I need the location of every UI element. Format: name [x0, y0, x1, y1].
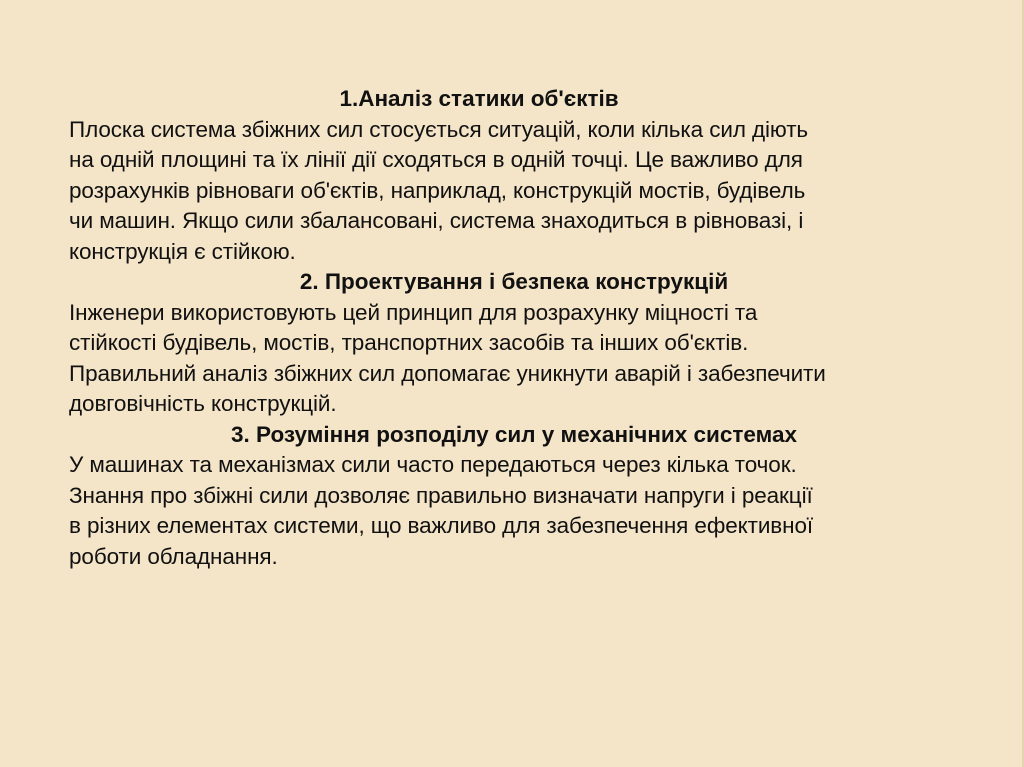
- paragraph-line: конструкція є стійкою.: [69, 238, 296, 264]
- paragraph-line: розрахунків рівноваги об'єктів, наприклад, конструкцій мостів, будівель: [69, 177, 806, 203]
- paragraph-line: довговічність конструкцій.: [69, 391, 337, 416]
- section-statics-analysis: [69, 84, 959, 267]
- section-design-safety: [69, 267, 959, 420]
- paragraph-line: Інженери використовують цей принцип для розрахунку міцності та: [69, 299, 758, 325]
- section-heading: 3. Розуміння розподілу сил у механічних системах: [230, 421, 797, 447]
- paragraph-line: Плоска система збіжних сил стосується ситуацій, коли кілька сил діють: [69, 116, 809, 142]
- section-heading: 1.Аналіз статики об'єктів: [339, 86, 619, 111]
- paragraph-line: чи машин. Якщо сили збалансовані, система знаходиться в рівновазі, і: [69, 208, 804, 233]
- paragraph-line: стійкості будівель, мостів, транспортних засобів та інших об'єктів.: [69, 330, 749, 355]
- section-heading: 2. Проектування і безпека конструкцій: [299, 269, 729, 294]
- slide-content: [69, 84, 959, 572]
- paragraph-line: Знання про збіжні сили дозволяє правильно визначати напруги і реакції: [69, 482, 813, 508]
- section-force-distribution: [69, 420, 959, 573]
- paragraph-line: У машинах та механізмах сили часто передаються через кілька точок.: [69, 452, 797, 477]
- paragraph-line: Правильний аналіз збіжних сил допомагає уникнути аварій і забезпечити: [69, 360, 826, 386]
- paragraph-line: на одній площині та їх лінії дії сходяться в одній точці. Це важливо для: [69, 147, 803, 172]
- paragraph-line: роботи обладнання.: [69, 543, 278, 569]
- paragraph-line: в різних елементах системи, що важливо для забезпечення ефективної: [69, 513, 814, 538]
